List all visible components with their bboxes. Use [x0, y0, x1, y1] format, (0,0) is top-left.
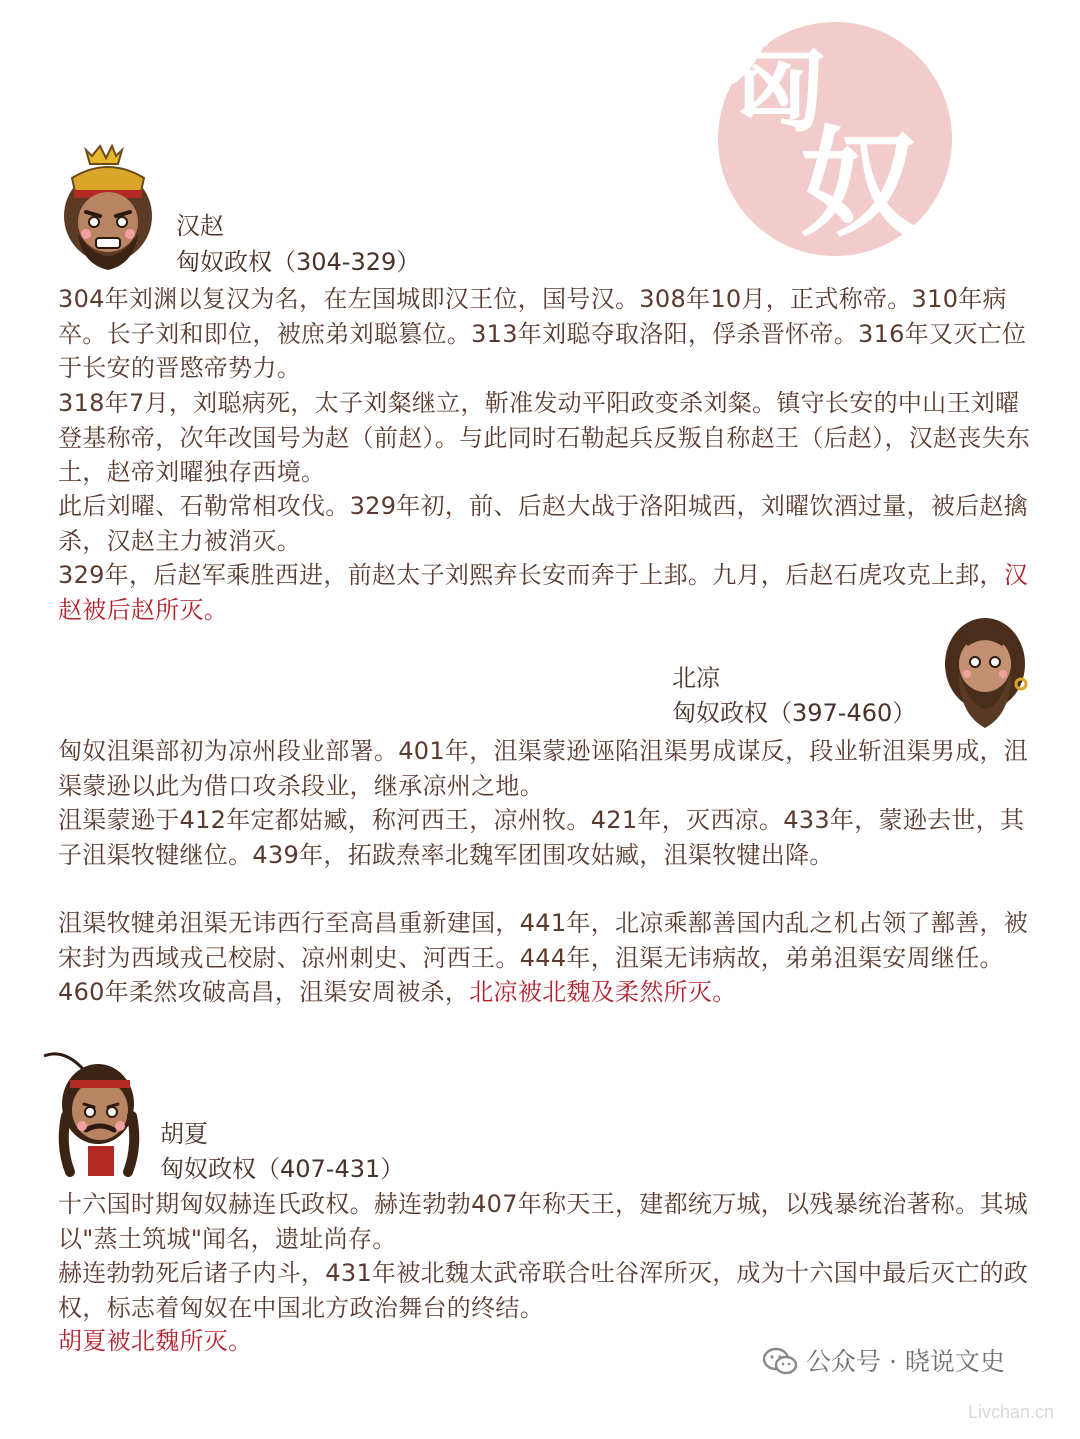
wechat-account-footer — [762, 1342, 1005, 1382]
han-zhao-end-highlight: 汉赵被后赵所灭。 — [58, 561, 1029, 624]
section-regime-hu-xia: 匈奴政权（407-431） — [160, 1155, 405, 1183]
site-watermark: Livchan.cn — [968, 1402, 1055, 1422]
bei-liang-end-highlight: 北凉被北魏及柔然所灭。 — [469, 978, 737, 1006]
hu-xia-end-highlight: 胡夏被北魏所灭。 — [58, 1327, 253, 1355]
bei-liang-paragraph-1: 匈奴沮渠部初为凉州段业部署。401年，沮渠蒙逊诬陷沮渠男成谋反，段业斩沮渠男成，沮渠蒙逊以此为借口攻杀段业，继承凉州之地。 — [58, 737, 1029, 800]
bei-liang-ruler-portrait — [935, 608, 1035, 738]
han-zhao-paragraph-3: 此后刘曜、石勒常相攻伐。329年初，前、后赵大战于洛阳城西，刘曜饮酒过量，被后赵擒杀，汉赵主力被消灭。 — [58, 492, 1029, 555]
section-title-hu-xia: 胡夏 — [160, 1120, 208, 1148]
hu-xia-paragraph-2: 赫连勃勃死后诸子内斗，431年被北魏太武帝联合吐谷浑所灭，成为十六国中最后灭亡的政权，标志着匈奴在中国北方政治舞台的终结。 — [58, 1259, 1029, 1322]
wechat-account-label: 公众号 · 晓说文史 — [806, 1347, 1005, 1376]
seal-char-2: 奴 — [800, 114, 919, 253]
seal-char-1: 匈 — [728, 31, 827, 146]
section-title-bei-liang: 北凉 — [672, 664, 720, 692]
han-zhao-paragraph-1: 304年刘渊以复汉为名，在左国城即汉王位，国号汉。308年10月，正式称帝。310年病卒。长子刘和即位，被庶弟刘聪篡位。313年刘聪夺取洛阳，俘杀晋怀帝。316年又灭亡位于长安的晋愍帝势力。 — [58, 285, 1027, 382]
section-regime-han-zhao: 匈奴政权（304-329） — [176, 248, 421, 276]
wechat-icon — [762, 1347, 798, 1377]
han-zhao-paragraph-2: 318年7月，刘聪病死，太子刘粲继立，靳准发动平阳政变杀刘粲。镇守长安的中山王刘曜登基称帝，次年改国号为赵（前赵）。与此同时石勒起兵反叛自称赵王（后赵），汉赵丧失东土，赵帝刘曜独存西境。 — [58, 389, 1031, 486]
section-title-han-zhao: 汉赵 — [176, 212, 224, 240]
bei-liang-paragraph-2: 沮渠蒙逊于412年定都姑臧，称河西王，凉州牧。421年，灭西凉。433年，蒙逊去世，其子沮渠牧犍继位。439年，拓跋焘率北魏军团围攻姑臧，沮渠牧犍出降。 — [58, 806, 1025, 869]
han-zhao-paragraph-4: 329年，后赵军乘胜西进，前赵太子刘熙弃长安而奔于上邽。九月，后赵石虎攻克上邽，汉赵被后赵所灭。 — [58, 561, 1029, 624]
hu-xia-paragraph-1: 十六国时期匈奴赫连氏政权。赫连勃勃407年称天王，建都统万城，以残暴统治著称。其城以"蒸土筑城"闻名，遗址尚存。 — [58, 1190, 1029, 1253]
bei-liang-paragraph-3: 沮渠牧犍弟沮渠无讳西行至高昌重新建国，441年，北凉乘鄯善国内乱之机占领了鄯善，被宋封为西域戎己校尉、凉州刺史、河西王。444年，沮渠无讳病故，弟弟沮渠安周继任。460年柔然攻破高昌，沮渠安周被杀，北凉被北魏及柔然所灭。 — [58, 909, 1029, 1006]
hu-xia-ruler-portrait — [40, 1046, 150, 1178]
section-regime-bei-liang: 匈奴政权（397-460） — [672, 699, 917, 727]
han-zhao-ruler-portrait — [42, 138, 172, 278]
